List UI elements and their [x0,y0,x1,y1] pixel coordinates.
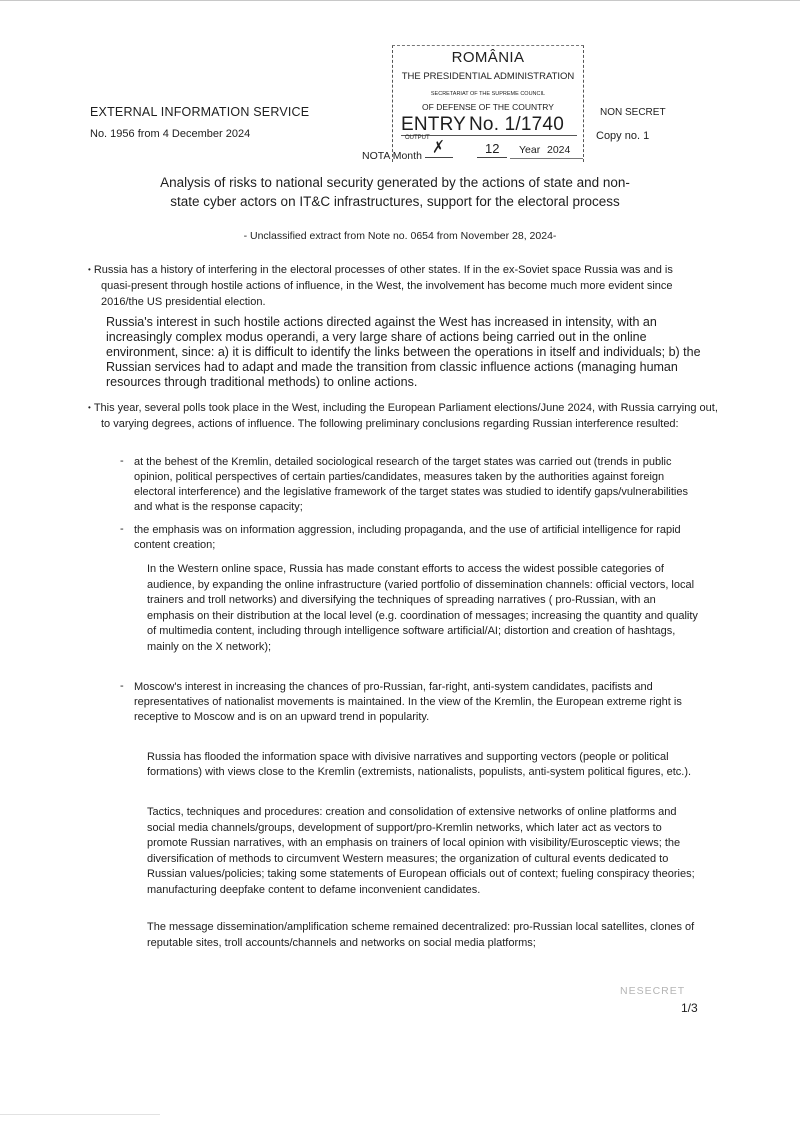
stamp-month-underline [425,157,453,158]
stamp-administration: THE PRESIDENTIAL ADMINISTRATION [401,71,575,82]
document-subtitle: - Unclassified extract from Note no. 0654 from November 28, 2024- [243,230,557,242]
stamp-year-value: 2024 [547,144,571,156]
bottom-rule [0,1114,160,1115]
bullet-paragraph-1 [88,262,691,310]
stamp-nota-month-label: NOTA Month [362,150,422,162]
bullet-paragraph-2 [88,400,721,432]
stamp-entry-number: No. 1/1740 [469,114,564,135]
stamp-council: OF DEFENSE OF THE COUNTRY [422,102,554,112]
bullet-2-text: This year, several polls took place in the West, including the European Parliament elections/June 2024, with Russia carrying out, to varying degrees, actions of influence. The following preliminary conclusions regarding Russian interference resulted: [93,402,718,430]
page-top-border [0,0,800,1]
dash-item-sociological-research [120,455,700,515]
document-number: No. 1956 from 4 December 2024 [90,128,251,140]
stamp-entry-label: ENTRY [401,114,467,135]
faded-classification-mark: NESECRET [620,985,686,997]
paragraph-dissemination-scheme: The message dissemination/amplification scheme remained decentralized: pro-Russian local satellites, clones of reputable sites, troll accounts/channels and networks on social media platforms; [147,921,695,949]
stamp-output-label: OUTPUT [405,135,430,141]
paragraph-western-online-space: In the Western online space, Russia has made constant efforts to access the widest possible categories of audience, by expanding the online infrastructure (varied portfolio of dissemination channels: official vectors, local trainers and troll networks) and diversifying the techniques of spreading narratives ( pro-Russian, with an emphasis on their distribution at the local level (e.g. coordination of messages; increasing the quantity and quality of multimedia content, including through intelligence software artificial/AI; distortion and creation of hashtags, mainly on the X network); [147,563,698,653]
bullet-1-text: Russia has a history of interfering in the electoral processes of other states. If in the ex-Soviet space Russia was and is quasi-present through hostile actions of influence, in the West, the involvement has become much more evident since 2016/the US presidential election. [93,264,673,308]
dash-item-2-text: the emphasis was on information aggression, including propaganda, and the use of artificial intelligence for rapid content creation; [134,524,681,551]
issuing-service-name: EXTERNAL INFORMATION SERVICE [90,105,310,119]
dash-icon: - [120,523,124,535]
bullet-icon: • [88,403,91,412]
dash-item-information-aggression [120,523,700,553]
paragraph-russia-interest: Russia's interest in such hostile actions directed against the West has increased in intensity, with an increasingly complex modus operandi, a very large share of actions being carried out in the online environment, since: a) it is difficult to identify the links between the operations in itself and individuals; b) the Russian services had to adapt and made the transition from classic influence actions (managing human resources through traditional methods) to online actions. [106,315,701,389]
stamp-country: ROMÂNIA [451,49,525,66]
page-number: 1/3 [681,1001,698,1015]
stamp-day-underline [477,157,507,158]
dash-item-1-text: at the behest of the Kremlin, detailed sociological research of the target states was carried out (trends in public opinion, political perspectives of certain parties/candidates, measures taken by the authorities against foreign electoral interference) and the legislative framework of the target states was studied to identify gaps/vulnerabilities and what is the response capacity; [134,456,688,513]
stamp-secretariat: SECRETARIAT OF THE SUPREME COUNCIL [430,91,546,97]
stamp-bottom-line [510,158,583,159]
dash-item-moscow-interest [120,680,700,725]
paragraph-tactics-techniques: Tactics, techniques and procedures: creation and consolidation of extensive networks of online platforms and social media channels/groups, development of support/pro-Kremlin networks, which later act as vectors to promote Russian narratives, with an emphasis on trainers of local opinion with visibility/Eurosceptic views; the diversification of methods to circumvent Western measures; the organization of cultural events dedicated to Russian values/policies; taking some statements of European officials out of context; fueling conspiracy theories; manufacturing deepfake content to defame inconvenient candidates. [147,806,695,896]
stamp-handwritten-month: ✗ [429,136,446,158]
paragraph-divisive-narratives: Russia has flooded the information space with divisive narratives and supporting vectors (people or political formations) with views close to the Kremlin (extremists, nationalists, populists, anti-system political figures, etc.). [147,751,692,778]
stamp-year-label: Year [519,144,541,156]
dash-item-3-text: Moscow's interest in increasing the chances of pro-Russian, far-right, anti-system candidates, pacifists and representatives of nationalist movements is maintained. In the view of the Kremlin, the European extreme right is receptive to Moscow and is on an upward trend in popularity. [134,681,682,723]
dash-icon: - [120,455,124,467]
copy-number: Copy no. 1 [596,130,650,142]
bullet-icon: • [88,265,91,274]
stamp-day: 12 [485,141,500,156]
dash-icon: - [120,680,124,692]
registration-stamp [392,45,584,162]
classification-label: NON SECRET [600,107,666,118]
document-title: Analysis of risks to national security generated by the actions of state and non-state cyber actors on IT&C infrastructures, support for the electoral process [160,175,630,209]
